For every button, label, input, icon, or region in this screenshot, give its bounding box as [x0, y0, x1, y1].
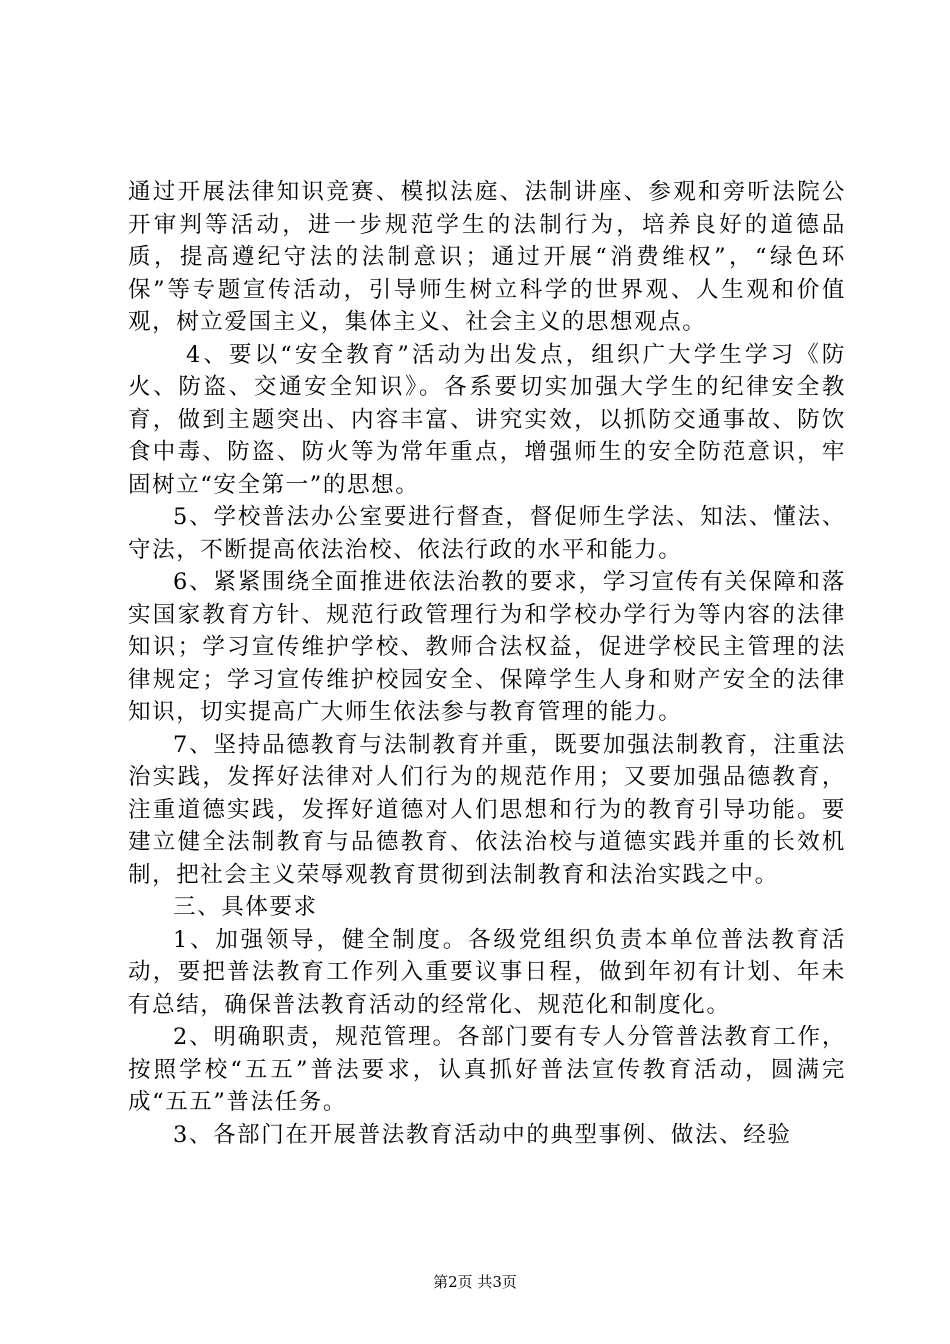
paragraph-continuation: 通过开展法律知识竞赛、模拟法庭、法制讲座、参观和旁听法院公开审判等活动，进一步规范学生的法制行为，培养良好的道德品质，提高遵纪守法的法制意识；通过开展“消费维权”，“绿色环保”等专题宣传活动，引导师生树立科学的世界观、人生观和价值观，树立爱国主义，集体主义、社会主义的思想观点。: [128, 179, 846, 335]
paragraph-item-6: 6、紧紧围绕全面推进依法治教的要求，学习宣传有关保障和落实国家教育方针、规范行政管理行为和学校办学行为等内容的法律知识；学习宣传维护学校、教师合法权益，促进学校民主管理的法律规定；学习宣传维护校园安全、保障学生人身和财产安全的法律知识，切实提高广大师生依法参与教育管理的能力。: [128, 569, 846, 725]
paragraph-item-4: 4、要以“安全教育”活动为出发点，组织广大学生学习《防火、防盗、交通安全知识》。各系要切实加强大学生的纪律安全教育，做到主题突出、内容丰富、讲究实效，以抓防交通事故、防饮食中毒、防盗、防火等为常年重点，增强师生的安全防范意识，牢固树立“安全第一”的思想。: [128, 341, 846, 498]
paragraph-item-5: 5、学校普法办公室要进行督查，督促师生学法、知法、懂法、守法，不断提高依法治校、依法行政的水平和能力。: [128, 504, 846, 563]
paragraph-item-7: 7、坚持品德教育与法制教育并重，既要加强法制教育，注重法治实践，发挥好法律对人们行为的规范作用；又要加强品德教育，注重道德实践，发挥好道德对人们思想和行为的教育引导功能。要建立健全法制教育与品德教育、依法治校与道德实践并重的长效机制，把社会主义荣辱观教育贯彻到法制教育和法治实践之中。: [128, 731, 846, 888]
section-heading-requirements: 三、具体要求: [173, 894, 318, 920]
page-footer: 第2页 共3页: [433, 1273, 517, 1291]
document-body: [128, 176, 846, 1151]
paragraph-requirement-3: 3、各部门在开展普法教育活动中的典型事例、做法、经验: [173, 1121, 792, 1148]
paragraph-requirement-1: 1、加强领导，健全制度。各级党组织负责本单位普法教育活动，要把普法教育工作列入重要议事日程，做到年初有计划、年未有总结，确保普法教育活动的经常化、规范化和制度化。: [128, 926, 846, 1018]
paragraph-requirement-2: 2、明确职责，规范管理。各部门要有专人分管普法教育工作，按照学校“五五”普法要求，认真抓好普法宣传教育活动，圆满完成“五五”普法任务。: [128, 1024, 846, 1115]
